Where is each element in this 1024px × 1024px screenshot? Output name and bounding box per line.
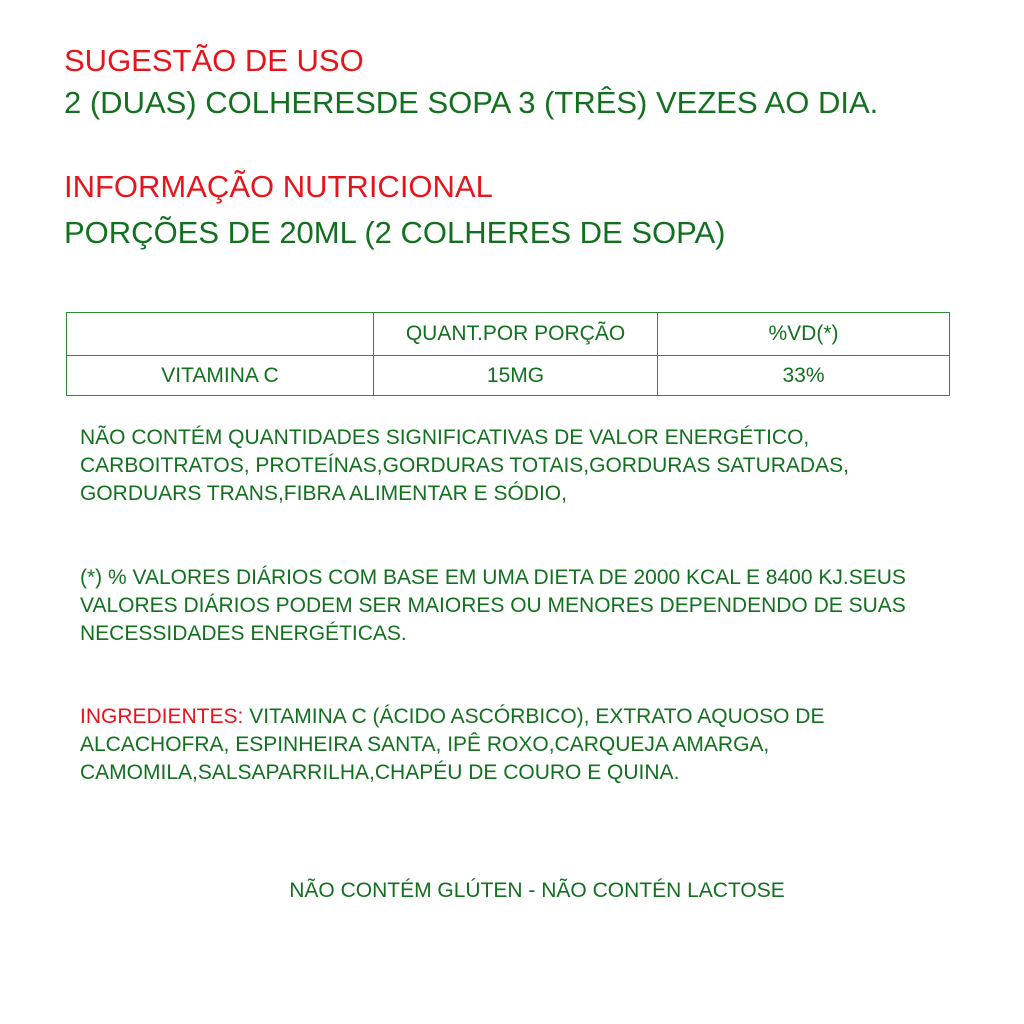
nutrient-daily-value: 33% [782,363,825,387]
daily-values-footnote: (*) % VALORES DIÁRIOS COM BASE EM UMA DIETA DE 2000 KCAL E 8400 KJ.SEUS VALORES DIÁRIOS PODEM SER MAIORES OU MENORES DEPENDENDO DE SUAS NECESSIDADES ENERGÉTICAS. [80,566,906,645]
table-row [67,355,949,396]
table-header-cell: %VD(*) [768,322,839,345]
portion-size: PORÇÕES DE 20ML (2 COLHERES DE SOPA) [64,215,726,250]
usage-title: SUGESTÃO DE USO [64,43,364,78]
table-header-cell [67,313,374,355]
usage-instructions: 2 (DUAS) COLHERESDE SOPA 3 (TRÊS) VEZES AO DIA. [64,85,879,120]
ingredients-list: VITAMINA C (ÁCIDO ASCÓRBICO), EXTRATO AQUOSO DE ALCACHOFRA, ESPINHEIRA SANTA, IPÊ ROXO,CARQUEJA AMARGA, CAMOMILA,SALSAPARRILHA,CHAPÉU DE COURO E QUINA. [80,705,825,784]
ingredients-block [80,703,960,787]
not-significant-note: NÃO CONTÉM QUANTIDADES SIGNIFICATIVAS DE VALOR ENERGÉTICO, CARBOITRATOS, PROTEÍNAS,GORDURAS TOTAIS,GORDURAS SATURADAS, GORDUARS TRANS,FIBRA ALIMENTAR E SÓDIO, [80,426,849,505]
table-header-row [67,313,949,356]
table-header-cell: QUANT.POR PORÇÃO [374,313,658,355]
nutrient-amount: 15MG [374,355,658,396]
nutrition-title: INFORMAÇÃO NUTRICIONAL [64,169,493,204]
nutrition-table [66,312,950,396]
ingredients-label: INGREDIENTES: [80,705,244,728]
allergen-notice: NÃO CONTÉM GLÚTEN - NÃO CONTÉN LACTOSE [289,879,785,902]
nutrient-name: VITAMINA C [67,355,374,396]
